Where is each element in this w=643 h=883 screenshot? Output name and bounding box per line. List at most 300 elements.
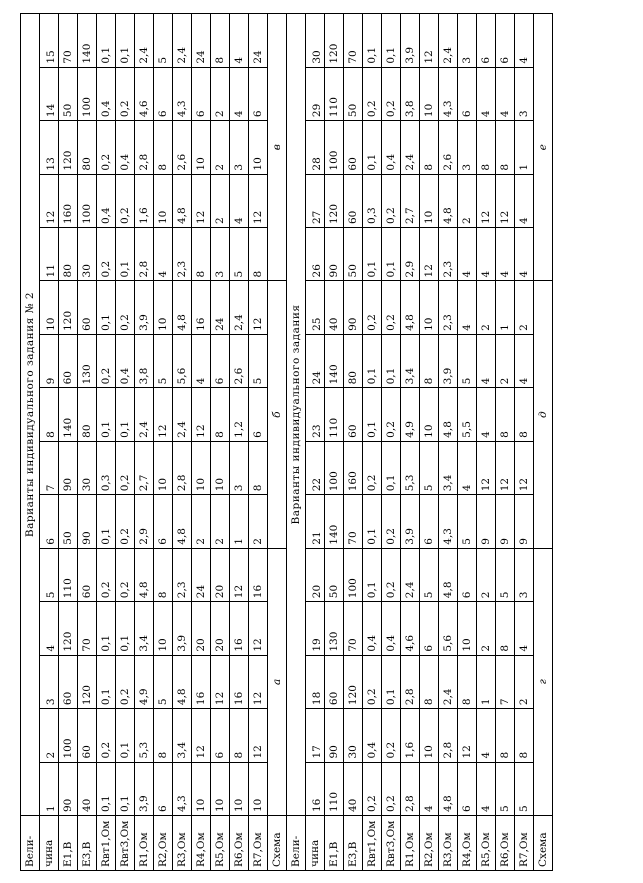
cell-value: 10 <box>420 281 439 334</box>
cell-value: 4 <box>477 334 496 387</box>
variant-number: 1 <box>40 762 59 815</box>
row-label: E1,В <box>325 816 344 871</box>
cell-value: 4,6 <box>135 67 154 120</box>
cell-value: 10 <box>192 121 211 174</box>
cell-value: 10 <box>154 281 173 334</box>
variants-table <box>20 13 553 871</box>
cell-value: 10 <box>458 602 477 655</box>
cell-value: 80 <box>78 388 97 441</box>
cell-value: 2,7 <box>135 441 154 494</box>
cell-value: 90 <box>325 228 344 281</box>
cell-value: 110 <box>59 548 78 601</box>
cell-value: 90 <box>59 441 78 494</box>
cell-value: 8 <box>154 709 173 762</box>
cell-value: 80 <box>344 334 363 387</box>
cell-value: 3,8 <box>135 334 154 387</box>
cell-value: 5 <box>496 762 515 815</box>
cell-value: 40 <box>344 762 363 815</box>
section1-title-row <box>21 14 40 871</box>
cell-value: 0,4 <box>382 602 401 655</box>
cell-value: 1 <box>496 281 515 334</box>
cell-value: 8 <box>420 121 439 174</box>
cell-value: 5,6 <box>439 602 458 655</box>
row-label: E3,В <box>78 816 97 871</box>
cell-value: 100 <box>78 174 97 227</box>
cell-value: 5,5 <box>458 388 477 441</box>
row-label: Rвт1,Ом <box>97 816 116 871</box>
cell-value: 120 <box>325 14 344 68</box>
cell-value: 4 <box>458 441 477 494</box>
cell-value: 2,4 <box>401 548 420 601</box>
cell-value: 120 <box>325 174 344 227</box>
cell-value: 2,8 <box>401 655 420 708</box>
cell-value: 4,3 <box>173 67 192 120</box>
cell-value: 8 <box>515 709 534 762</box>
row-label: R1,Ом <box>401 816 420 871</box>
cell-value: 120 <box>344 655 363 708</box>
cell-value: 10 <box>192 762 211 815</box>
cell-value: 5 <box>420 441 439 494</box>
cell-value: 160 <box>59 174 78 227</box>
cell-value: 10 <box>230 762 249 815</box>
cell-value: 2,6 <box>173 121 192 174</box>
variant-number: 10 <box>40 281 59 334</box>
table-row <box>78 14 97 871</box>
cell-value: 0,2 <box>382 281 401 334</box>
table-row <box>173 14 192 871</box>
cell-value: 0,4 <box>363 602 382 655</box>
cell-value: 8 <box>211 388 230 441</box>
table-row <box>135 14 154 871</box>
cell-value: 1 <box>477 655 496 708</box>
cell-value: 2 <box>515 281 534 334</box>
cell-value: 2 <box>515 655 534 708</box>
cell-value: 10 <box>211 762 230 815</box>
cell-value: 6 <box>458 762 477 815</box>
cell-value: 4,3 <box>173 762 192 815</box>
cell-value: 160 <box>344 441 363 494</box>
cell-value: 2,8 <box>401 762 420 815</box>
cell-value: 0,2 <box>97 548 116 601</box>
cell-value: 4 <box>477 228 496 281</box>
schema-letter: а <box>268 548 287 815</box>
cell-value: 2,6 <box>439 121 458 174</box>
cell-value: 10 <box>192 441 211 494</box>
cell-value: 10 <box>154 602 173 655</box>
cell-value: 2,4 <box>173 14 192 68</box>
variant-number: 2 <box>40 709 59 762</box>
table-row <box>325 14 344 871</box>
cell-value: 0,2 <box>116 655 135 708</box>
cell-value: 0,1 <box>363 14 382 68</box>
cell-value: 0,1 <box>363 334 382 387</box>
cell-value: 6 <box>496 14 515 68</box>
cell-value: 12 <box>192 709 211 762</box>
variant-number: 25 <box>306 281 325 334</box>
section1-schema-row <box>268 14 287 871</box>
cell-value: 24 <box>249 14 268 68</box>
cell-value: 2,4 <box>230 281 249 334</box>
cell-value: 2 <box>211 495 230 548</box>
cell-value: 4,8 <box>439 762 458 815</box>
cell-value: 50 <box>344 228 363 281</box>
table-row <box>230 14 249 871</box>
variant-number: 27 <box>306 174 325 227</box>
cell-value: 8 <box>154 121 173 174</box>
cell-value: 24 <box>192 14 211 68</box>
variant-number: 8 <box>40 388 59 441</box>
cell-value: 8 <box>496 709 515 762</box>
cell-value: 0,3 <box>363 174 382 227</box>
cell-value: 140 <box>78 14 97 68</box>
cell-value: 30 <box>78 228 97 281</box>
cell-value: 2,8 <box>135 228 154 281</box>
cell-value: 0,2 <box>382 548 401 601</box>
cell-value: 0,2 <box>116 281 135 334</box>
variant-number: 26 <box>306 228 325 281</box>
cell-value: 12 <box>477 441 496 494</box>
cell-value: 30 <box>344 709 363 762</box>
cell-value: 2 <box>477 548 496 601</box>
cell-value: 0,3 <box>97 441 116 494</box>
cell-value: 12 <box>458 709 477 762</box>
cell-value: 0,2 <box>382 495 401 548</box>
variant-number: 19 <box>306 602 325 655</box>
variant-number: 15 <box>40 14 59 68</box>
section1-variants-row <box>40 14 59 871</box>
cell-value: 0,2 <box>363 281 382 334</box>
cell-value: 12 <box>192 174 211 227</box>
cell-value: 0,1 <box>382 14 401 68</box>
cell-value: 0,4 <box>116 121 135 174</box>
cell-value: 5 <box>249 334 268 387</box>
cell-value: 4 <box>515 14 534 68</box>
cell-value: 6 <box>154 67 173 120</box>
cell-value: 140 <box>325 495 344 548</box>
cell-value: 0,2 <box>382 67 401 120</box>
table-row <box>382 14 401 871</box>
cell-value: 12 <box>154 388 173 441</box>
table-row <box>344 14 363 871</box>
cell-value: 70 <box>59 14 78 68</box>
cell-value: 4 <box>420 762 439 815</box>
cell-value: 0,1 <box>97 762 116 815</box>
variant-number: 28 <box>306 121 325 174</box>
cell-value: 0,2 <box>382 388 401 441</box>
table-row <box>458 14 477 871</box>
cell-value: 6 <box>458 548 477 601</box>
header-label-bottom: чина <box>306 816 325 871</box>
variant-number: 23 <box>306 388 325 441</box>
cell-value: 0,2 <box>382 174 401 227</box>
cell-value: 0,1 <box>116 762 135 815</box>
cell-value: 120 <box>59 602 78 655</box>
cell-value: 0,1 <box>363 548 382 601</box>
row-label: R2,Ом <box>420 816 439 871</box>
cell-value: 2,8 <box>135 121 154 174</box>
row-label: R4,Ом <box>192 816 211 871</box>
cell-value: 4 <box>515 174 534 227</box>
cell-value: 100 <box>59 709 78 762</box>
cell-value: 6 <box>477 14 496 68</box>
cell-value: 0,2 <box>97 228 116 281</box>
cell-value: 12 <box>249 174 268 227</box>
cell-value: 4,9 <box>135 655 154 708</box>
cell-value: 8 <box>496 121 515 174</box>
cell-value: 4 <box>515 334 534 387</box>
cell-value: 8 <box>211 14 230 68</box>
cell-value: 2 <box>211 174 230 227</box>
row-label: R5,Ом <box>211 816 230 871</box>
cell-value: 10 <box>154 174 173 227</box>
cell-value: 6 <box>420 495 439 548</box>
cell-value: 2,4 <box>401 121 420 174</box>
cell-value: 0,4 <box>97 67 116 120</box>
cell-value: 0,1 <box>116 709 135 762</box>
cell-value: 2,9 <box>135 495 154 548</box>
cell-value: 4,8 <box>135 548 154 601</box>
cell-value: 2 <box>458 174 477 227</box>
cell-value: 0,1 <box>116 388 135 441</box>
cell-value: 6 <box>458 67 477 120</box>
table-row <box>439 14 458 871</box>
cell-value: 3 <box>230 121 249 174</box>
cell-value: 3,4 <box>439 441 458 494</box>
cell-value: 0,1 <box>97 602 116 655</box>
cell-value: 7 <box>496 655 515 708</box>
cell-value: 2,3 <box>173 228 192 281</box>
variant-number: 12 <box>40 174 59 227</box>
cell-value: 12 <box>249 709 268 762</box>
cell-value: 60 <box>59 655 78 708</box>
cell-value: 3,9 <box>135 762 154 815</box>
cell-value: 8 <box>230 709 249 762</box>
cell-value: 20 <box>211 548 230 601</box>
cell-value: 2 <box>477 602 496 655</box>
cell-value: 12 <box>249 281 268 334</box>
cell-value: 12 <box>420 228 439 281</box>
cell-value: 6 <box>154 762 173 815</box>
cell-value: 0,4 <box>382 121 401 174</box>
cell-value: 100 <box>325 441 344 494</box>
cell-value: 0,1 <box>116 14 135 68</box>
cell-value: 16 <box>192 655 211 708</box>
cell-value: 110 <box>325 388 344 441</box>
table-row <box>363 14 382 871</box>
cell-value: 100 <box>78 67 97 120</box>
cell-value: 100 <box>325 121 344 174</box>
cell-value: 5 <box>154 334 173 387</box>
cell-value: 10 <box>154 441 173 494</box>
cell-value: 2 <box>192 495 211 548</box>
cell-value: 4 <box>154 228 173 281</box>
cell-value: 0,2 <box>116 548 135 601</box>
cell-value: 20 <box>192 602 211 655</box>
cell-value: 16 <box>192 281 211 334</box>
cell-value: 0,4 <box>363 709 382 762</box>
cell-value: 50 <box>59 495 78 548</box>
cell-value: 4,8 <box>173 655 192 708</box>
cell-value: 4 <box>477 762 496 815</box>
cell-value: 0,1 <box>116 228 135 281</box>
section2-variants-row <box>306 14 325 871</box>
cell-value: 5 <box>458 495 477 548</box>
cell-value: 60 <box>344 174 363 227</box>
cell-value: 0,2 <box>97 121 116 174</box>
cell-value: 2,3 <box>439 281 458 334</box>
table-row <box>211 14 230 871</box>
cell-value: 80 <box>78 121 97 174</box>
cell-value: 0,1 <box>382 441 401 494</box>
cell-value: 4,8 <box>439 388 458 441</box>
schema-label: Схема <box>268 816 287 871</box>
cell-value: 12 <box>496 441 515 494</box>
cell-value: 16 <box>249 548 268 601</box>
cell-value: 3,4 <box>135 602 154 655</box>
variant-number: 16 <box>306 762 325 815</box>
cell-value: 6 <box>420 602 439 655</box>
cell-value: 0,2 <box>116 441 135 494</box>
cell-value: 0,1 <box>382 334 401 387</box>
cell-value: 60 <box>325 655 344 708</box>
cell-value: 3 <box>515 548 534 601</box>
table-row <box>420 14 439 871</box>
cell-value: 0,2 <box>363 441 382 494</box>
row-label: R1,Ом <box>135 816 154 871</box>
table-row <box>401 14 420 871</box>
cell-value: 10 <box>211 441 230 494</box>
cell-value: 2 <box>211 121 230 174</box>
variant-number: 17 <box>306 709 325 762</box>
cell-value: 130 <box>78 334 97 387</box>
cell-value: 24 <box>211 281 230 334</box>
row-label: E3,В <box>344 816 363 871</box>
cell-value: 4 <box>230 174 249 227</box>
cell-value: 5 <box>420 548 439 601</box>
variant-number: 14 <box>40 67 59 120</box>
table-row <box>477 14 496 871</box>
table-row <box>154 14 173 871</box>
variant-number: 5 <box>40 548 59 601</box>
cell-value: 1,6 <box>401 709 420 762</box>
cell-value: 5 <box>230 228 249 281</box>
cell-value: 0,1 <box>363 121 382 174</box>
cell-value: 40 <box>325 281 344 334</box>
cell-value: 5 <box>154 655 173 708</box>
cell-value: 60 <box>78 709 97 762</box>
cell-value: 10 <box>249 121 268 174</box>
cell-value: 0,2 <box>116 67 135 120</box>
cell-value: 70 <box>344 14 363 68</box>
cell-value: 3,4 <box>173 709 192 762</box>
row-label: E1,В <box>59 816 78 871</box>
variant-number: 7 <box>40 441 59 494</box>
row-label: R3,Ом <box>173 816 192 871</box>
cell-value: 0,2 <box>116 495 135 548</box>
cell-value: 120 <box>78 655 97 708</box>
cell-value: 110 <box>325 67 344 120</box>
cell-value: 110 <box>325 762 344 815</box>
variant-number: 9 <box>40 334 59 387</box>
cell-value: 0,1 <box>97 495 116 548</box>
cell-value: 40 <box>78 762 97 815</box>
cell-value: 4,8 <box>173 281 192 334</box>
schema-letter: е <box>534 14 553 281</box>
cell-value: 2,8 <box>173 441 192 494</box>
cell-value: 4 <box>458 281 477 334</box>
cell-value: 8 <box>249 228 268 281</box>
table-row <box>515 14 534 871</box>
table-row <box>59 14 78 871</box>
cell-value: 8 <box>192 228 211 281</box>
row-label: R6,Ом <box>496 816 515 871</box>
cell-value: 100 <box>344 548 363 601</box>
cell-value: 12 <box>249 602 268 655</box>
cell-value: 8 <box>496 602 515 655</box>
cell-value: 0,4 <box>97 174 116 227</box>
cell-value: 4 <box>230 14 249 68</box>
cell-value: 12 <box>230 548 249 601</box>
cell-value: 6 <box>211 334 230 387</box>
cell-value: 9 <box>477 495 496 548</box>
variant-number: 6 <box>40 495 59 548</box>
table-row <box>192 14 211 871</box>
schema-label: Схема <box>534 816 553 871</box>
cell-value: 5 <box>515 762 534 815</box>
cell-value: 1 <box>515 121 534 174</box>
cell-value: 8 <box>496 388 515 441</box>
cell-value: 4 <box>192 334 211 387</box>
cell-value: 60 <box>344 388 363 441</box>
cell-value: 90 <box>344 281 363 334</box>
cell-value: 0,1 <box>363 228 382 281</box>
cell-value: 60 <box>78 281 97 334</box>
cell-value: 80 <box>59 228 78 281</box>
cell-value: 130 <box>325 602 344 655</box>
cell-value: 6 <box>154 495 173 548</box>
cell-value: 12 <box>211 655 230 708</box>
variant-number: 3 <box>40 655 59 708</box>
row-label: R5,Ом <box>477 816 496 871</box>
cell-value: 3 <box>230 441 249 494</box>
cell-value: 9 <box>496 495 515 548</box>
cell-value: 4,8 <box>173 495 192 548</box>
header-label-top: Вели- <box>287 816 306 871</box>
cell-value: 12 <box>515 441 534 494</box>
cell-value: 50 <box>344 67 363 120</box>
cell-value: 90 <box>59 762 78 815</box>
cell-value: 3,8 <box>401 67 420 120</box>
cell-value: 3,9 <box>401 495 420 548</box>
cell-value: 0,1 <box>116 602 135 655</box>
cell-value: 0,2 <box>382 762 401 815</box>
table-row <box>249 14 268 871</box>
variant-number: 22 <box>306 441 325 494</box>
cell-value: 8 <box>154 548 173 601</box>
cell-value: 140 <box>59 388 78 441</box>
cell-value: 2,4 <box>173 388 192 441</box>
cell-value: 0,2 <box>97 709 116 762</box>
row-label: R2,Ом <box>154 816 173 871</box>
variant-number: 20 <box>306 548 325 601</box>
cell-value: 60 <box>78 548 97 601</box>
cell-value: 90 <box>325 709 344 762</box>
cell-value: 3 <box>458 121 477 174</box>
cell-value: 2,4 <box>439 14 458 68</box>
cell-value: 0,1 <box>363 495 382 548</box>
cell-value: 2,4 <box>135 14 154 68</box>
cell-value: 12 <box>496 174 515 227</box>
